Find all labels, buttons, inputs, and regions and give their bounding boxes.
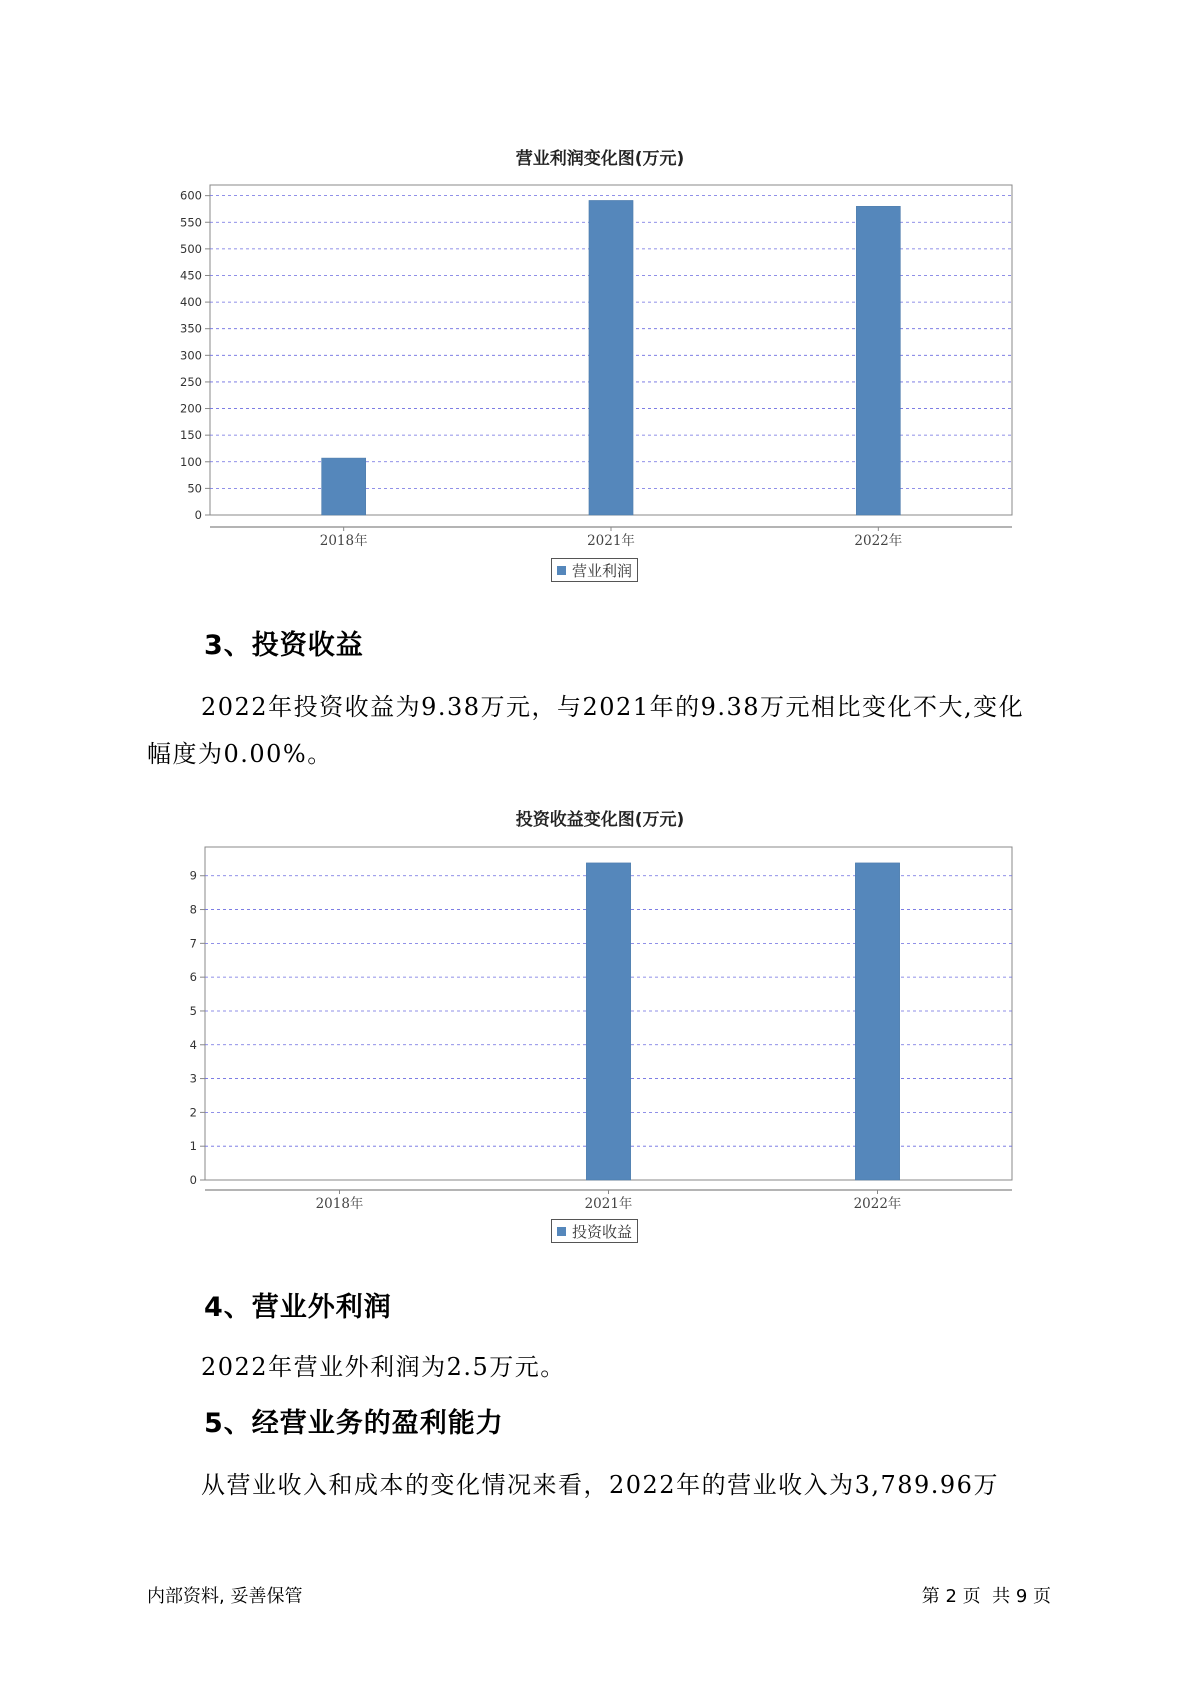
- chart2-ytick-label: 4: [189, 1037, 197, 1052]
- chart2-ytick-label: 6: [189, 970, 197, 985]
- chart2-bar: [586, 863, 630, 1180]
- section4-heading: 4、营业外利润: [204, 1292, 392, 1323]
- chart1-ytick-label: 300: [180, 348, 202, 363]
- chart2-legend: [551, 1219, 638, 1243]
- chart1-xtick-label: 2022年: [854, 533, 903, 549]
- chart2-ytick-label: 9: [189, 868, 197, 883]
- chart1-ytick-label: 550: [180, 215, 202, 230]
- chart1-ytick-label: 250: [180, 374, 202, 389]
- chart2-ytick-label: 1: [189, 1139, 197, 1154]
- chart2-legend-label: 投资收益: [572, 1222, 633, 1241]
- chart2-ytick-label: 2: [189, 1105, 197, 1120]
- section3-line1: 2022年投资收益为9.38万元，与2021年的9.38万元相比变化不大,变化: [201, 693, 1025, 721]
- section3-heading: 3、投资收益: [204, 630, 364, 661]
- chart2-xtick-label: 2022年: [853, 1196, 902, 1212]
- chart1-xtick-label: 2018年: [319, 533, 368, 549]
- chart1-ytick-label: 600: [180, 188, 202, 203]
- chart1-ytick-label: 150: [180, 428, 202, 443]
- section5-line1: 从营业收入和成本的变化情况来看，2022年的营业收入为3,789.96万: [201, 1471, 999, 1499]
- chart1-ytick-label: 400: [180, 295, 202, 310]
- chart1-ytick-label: 200: [180, 401, 202, 416]
- chart1-ytick-label: 50: [187, 481, 202, 496]
- footer-left: 内部资料, 妥善保管: [147, 1586, 303, 1607]
- chart1-ytick-label: 100: [180, 454, 202, 469]
- chart2-ytick-label: 0: [189, 1173, 197, 1187]
- chart1-ytick-label: 350: [180, 321, 202, 336]
- chart2-ytick-label: 3: [189, 1071, 197, 1086]
- chart2-ytick-label: 5: [189, 1003, 197, 1018]
- chart1-xtick-label: 2021年: [587, 533, 635, 549]
- legend-swatch: [557, 1227, 566, 1236]
- chart2-ytick-label: 7: [189, 936, 197, 951]
- chart2-ytick-label: 8: [189, 902, 197, 917]
- section4-line1: 2022年营业外利润为2.5万元。: [201, 1353, 566, 1381]
- chart1-ytick-label: 500: [180, 241, 202, 256]
- chart1-title: 营业利润变化图(万元): [515, 149, 685, 169]
- chart1-ytick-label: 0: [194, 508, 202, 522]
- chart2-title: 投资收益变化图(万元): [515, 810, 685, 830]
- chart2-xtick-label: 2021年: [584, 1196, 633, 1212]
- chart1-legend-label: 营业利润: [572, 561, 633, 580]
- section3-line2: 幅度为0.00%。: [147, 740, 333, 768]
- chart1-ytick-label: 450: [180, 268, 202, 283]
- section5-heading: 5、经营业务的盈利能力: [204, 1408, 504, 1439]
- footer-page-number: 第 2 页 共 9 页: [921, 1586, 1051, 1607]
- chart2-xtick-label: 2018年: [315, 1196, 364, 1212]
- chart2-bar: [855, 863, 899, 1180]
